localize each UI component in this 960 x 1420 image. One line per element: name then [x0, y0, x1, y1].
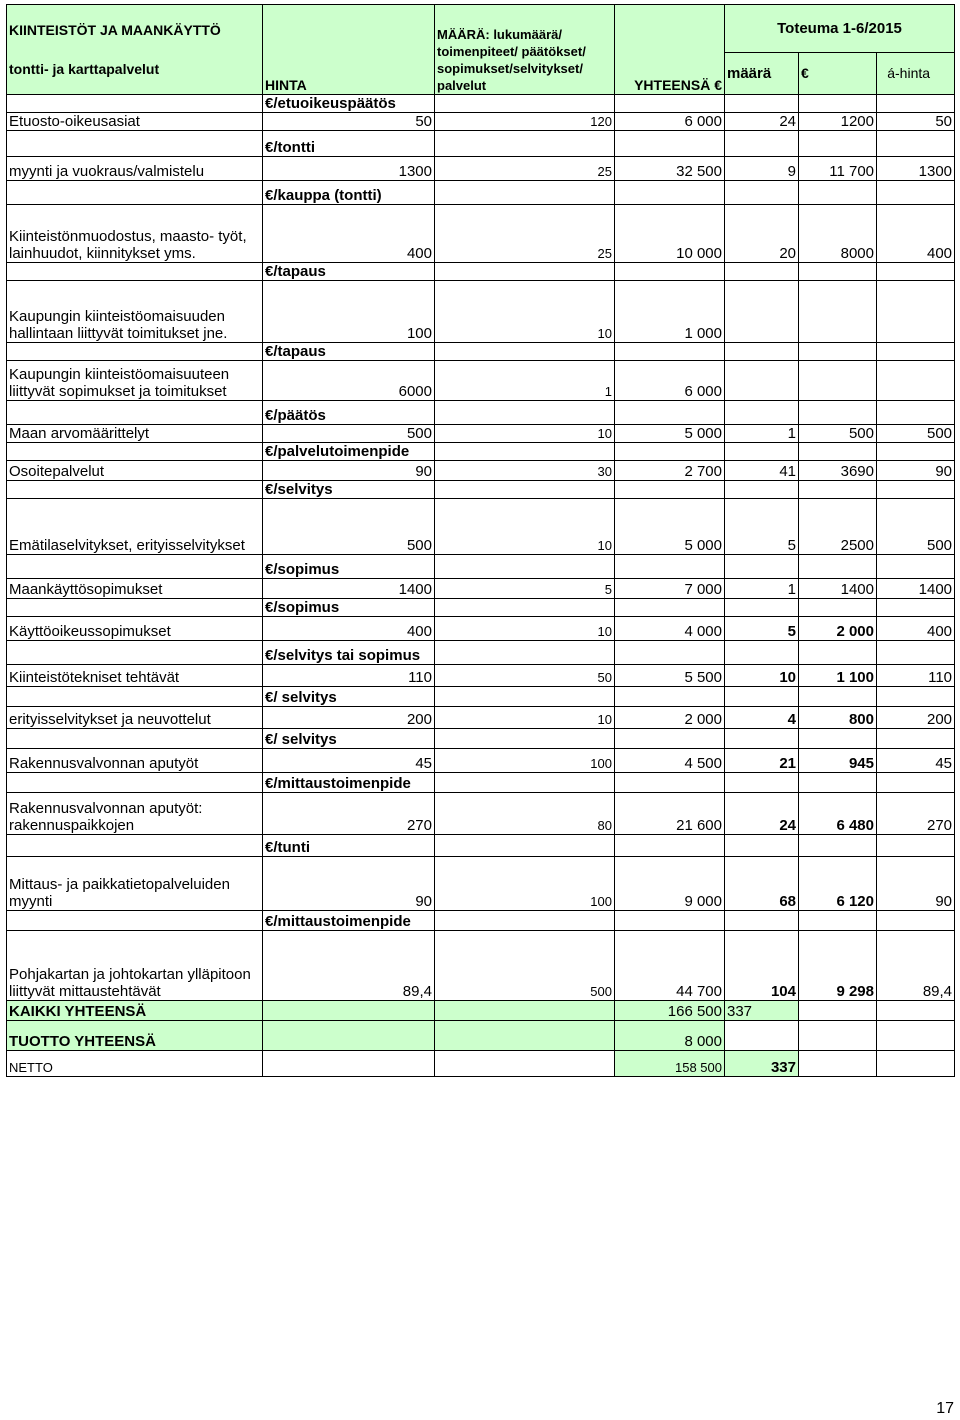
netto-label: NETTO: [7, 1051, 263, 1077]
hinta-cell: 500: [263, 499, 435, 555]
netto-yhteensa: 158 500: [615, 1051, 725, 1077]
hinta-cell: 90: [263, 461, 435, 481]
table-row: [7, 793, 955, 835]
yhteensa-cell: 2 700: [615, 461, 725, 481]
total-row: [7, 1001, 955, 1021]
hinta-cell: 90: [263, 857, 435, 911]
toteuma-maara-cell: 68: [725, 857, 799, 911]
toteuma-maara-cell: 5: [725, 499, 799, 555]
col-toteuma-maara-header: määrä: [725, 53, 799, 95]
unit-label: €/selvitys tai sopimus: [263, 641, 435, 665]
total-label: KAIKKI YHTEENSÄ: [7, 1001, 263, 1021]
toteuma-euro-cell: 2 000: [799, 617, 877, 641]
yhteensa-cell: 21 600: [615, 793, 725, 835]
unit-label: €/palvelutoimenpide: [263, 443, 435, 461]
hinta-cell: 200: [263, 707, 435, 729]
table-row: [7, 579, 955, 599]
hinta-cell: 100: [263, 281, 435, 343]
maara-cell: 30: [435, 461, 615, 481]
table-row: [7, 361, 955, 401]
a-hinta-cell: 1300: [877, 157, 955, 181]
tuotto-label: TUOTTO YHTEENSÄ: [7, 1021, 263, 1051]
toteuma-maara-cell: 41: [725, 461, 799, 481]
toteuma-euro-cell: 500: [799, 425, 877, 443]
a-hinta-cell: 45: [877, 749, 955, 773]
toteuma-euro-cell: 8000: [799, 205, 877, 263]
total-maara: 337: [725, 1001, 799, 1021]
unit-label: €/ selvitys: [263, 687, 435, 707]
unit-label: €/ selvitys: [263, 729, 435, 749]
toteuma-maara-cell: 1: [725, 579, 799, 599]
hinta-cell: 500: [263, 425, 435, 443]
hinta-cell: 89,4: [263, 931, 435, 1001]
maara-cell: 50: [435, 665, 615, 687]
maara-cell: 10: [435, 499, 615, 555]
yhteensa-cell: 10 000: [615, 205, 725, 263]
maara-cell: 80: [435, 793, 615, 835]
table-row: [7, 665, 955, 687]
unit-label: €/selvitys: [263, 481, 435, 499]
netto-maara: 337: [725, 1051, 799, 1077]
hinta-cell: 50: [263, 113, 435, 131]
unit-label: €/etuoikeuspäätös: [263, 95, 435, 113]
yhteensa-cell: 9 000: [615, 857, 725, 911]
row-name: Kaupungin kiinteistöomaisuuden hallintaan liittyvät toimitukset jne.: [7, 281, 263, 343]
table-row: [7, 931, 955, 1001]
toteuma-euro-cell: 9 298: [799, 931, 877, 1001]
tuotto-row: [7, 1021, 955, 1051]
toteuma-euro-cell: 11 700: [799, 157, 877, 181]
yhteensa-cell: 1 000: [615, 281, 725, 343]
table-row: [7, 281, 955, 343]
table-row: [7, 113, 955, 131]
header-title-cell: [7, 5, 263, 95]
toteuma-maara-cell: 24: [725, 793, 799, 835]
maara-cell: 10: [435, 425, 615, 443]
row-name: Rakennusvalvonnan aputyöt: rakennuspaikkojen: [7, 793, 263, 835]
toteuma-euro-cell: [799, 361, 877, 401]
yhteensa-cell: 6 000: [615, 361, 725, 401]
row-name: Pohjakartan ja johtokartan ylläpitoon liittyvät mittaustehtävät: [7, 931, 263, 1001]
yhteensa-cell: 5 000: [615, 425, 725, 443]
toteuma-maara-cell: 21: [725, 749, 799, 773]
a-hinta-cell: 400: [877, 205, 955, 263]
a-hinta-cell: 500: [877, 499, 955, 555]
row-name: erityisselvitykset ja neuvottelut: [7, 707, 263, 729]
row-name: Kaupungin kiinteistöomaisuuteen liittyvät sopimukset ja toimitukset: [7, 361, 263, 401]
toteuma-maara-cell: 10: [725, 665, 799, 687]
unit-label: €/mittaustoimenpide: [263, 773, 435, 793]
table-subtitle: tontti- ja karttapalvelut: [9, 60, 160, 77]
col-toteuma-euro-header: €: [799, 53, 877, 95]
table-title: KIINTEISTÖT JA MAANKÄYTTÖ: [9, 21, 221, 38]
toteuma-maara-cell: 1: [725, 425, 799, 443]
table-row: [7, 749, 955, 773]
a-hinta-cell: [877, 361, 955, 401]
yhteensa-cell: 5 000: [615, 499, 725, 555]
toteuma-euro-cell: 3690: [799, 461, 877, 481]
a-hinta-cell: 500: [877, 425, 955, 443]
maara-cell: 1: [435, 361, 615, 401]
row-name: Mittaus- ja paikkatietopalveluiden myynti: [7, 857, 263, 911]
yhteensa-cell: 4 000: [615, 617, 725, 641]
a-hinta-cell: 89,4: [877, 931, 955, 1001]
unit-label: €/tunti: [263, 835, 435, 857]
unit-label: €/tapaus: [263, 263, 435, 281]
unit-label: €/päätös: [263, 401, 435, 425]
yhteensa-cell: 7 000: [615, 579, 725, 599]
maara-cell: 25: [435, 157, 615, 181]
hinta-cell: 1300: [263, 157, 435, 181]
a-hinta-cell: 50: [877, 113, 955, 131]
toteuma-maara-cell: 104: [725, 931, 799, 1001]
unit-label: €/kauppa (tontti): [263, 181, 435, 205]
maara-cell: 10: [435, 281, 615, 343]
toteuma-header: Toteuma 1-6/2015: [725, 5, 955, 53]
maara-cell: 10: [435, 617, 615, 641]
toteuma-euro-cell: 1200: [799, 113, 877, 131]
toteuma-maara-cell: [725, 361, 799, 401]
table-row: [7, 707, 955, 729]
hinta-cell: 45: [263, 749, 435, 773]
toteuma-maara-cell: 4: [725, 707, 799, 729]
unit-label: €/sopimus: [263, 599, 435, 617]
a-hinta-cell: 270: [877, 793, 955, 835]
row-name: Kiinteistönmuodostus, maasto- työt, lainhuudot, kiinnitykset yms.: [7, 205, 263, 263]
row-name: Kiinteistötekniset tehtävät: [7, 665, 263, 687]
table-row: [7, 499, 955, 555]
hinta-cell: 6000: [263, 361, 435, 401]
cost-table: [6, 4, 955, 1077]
toteuma-maara-cell: 20: [725, 205, 799, 263]
unit-label: €/sopimus: [263, 555, 435, 579]
toteuma-euro-cell: 6 120: [799, 857, 877, 911]
a-hinta-cell: [877, 281, 955, 343]
table-row: [7, 857, 955, 911]
unit-label: €/tontti: [263, 131, 435, 157]
toteuma-maara-cell: 24: [725, 113, 799, 131]
row-name: Osoitepalvelut: [7, 461, 263, 481]
yhteensa-cell: 2 000: [615, 707, 725, 729]
maara-cell: 5: [435, 579, 615, 599]
yhteensa-cell: 32 500: [615, 157, 725, 181]
maara-cell: 25: [435, 205, 615, 263]
hinta-cell: 400: [263, 617, 435, 641]
maara-cell: 120: [435, 113, 615, 131]
unit-label: €/tapaus: [263, 343, 435, 361]
maara-cell: 100: [435, 857, 615, 911]
total-yhteensa: 166 500: [615, 1001, 725, 1021]
toteuma-maara-cell: [725, 281, 799, 343]
table-row: [7, 425, 955, 443]
yhteensa-cell: 6 000: [615, 113, 725, 131]
netto-row: [7, 1051, 955, 1077]
yhteensa-cell: 5 500: [615, 665, 725, 687]
row-name: Käyttöoikeussopimukset: [7, 617, 263, 641]
toteuma-euro-cell: [799, 281, 877, 343]
col-a-hinta-header: á-hinta: [877, 53, 955, 95]
col-maara-header: MÄÄRÄ: lukumäärä/ toimenpiteet/ päätökset/ sopimukset/selvitykset/ palvelut: [435, 5, 615, 95]
a-hinta-cell: 110: [877, 665, 955, 687]
toteuma-maara-cell: 9: [725, 157, 799, 181]
row-name: Etuosto-oikeusasiat: [7, 113, 263, 131]
hinta-cell: 1400: [263, 579, 435, 599]
table-row: [7, 157, 955, 181]
page-number: 17: [936, 1400, 954, 1417]
maara-cell: 100: [435, 749, 615, 773]
hinta-cell: 110: [263, 665, 435, 687]
tuotto-yhteensa: 8 000: [615, 1021, 725, 1051]
toteuma-euro-cell: 1400: [799, 579, 877, 599]
hinta-cell: 270: [263, 793, 435, 835]
col-hinta-header: HINTA: [263, 5, 435, 95]
row-name: Maan arvomäärittelyt: [7, 425, 263, 443]
row-name: myynti ja vuokraus/valmistelu: [7, 157, 263, 181]
a-hinta-cell: 90: [877, 857, 955, 911]
row-name: Rakennusvalvonnan aputyöt: [7, 749, 263, 773]
hinta-cell: 400: [263, 205, 435, 263]
toteuma-euro-cell: 945: [799, 749, 877, 773]
toteuma-maara-cell: 5: [725, 617, 799, 641]
maara-cell: 500: [435, 931, 615, 1001]
yhteensa-cell: 44 700: [615, 931, 725, 1001]
maara-cell: 10: [435, 707, 615, 729]
table-row: [7, 205, 955, 263]
toteuma-euro-cell: 6 480: [799, 793, 877, 835]
toteuma-euro-cell: 800: [799, 707, 877, 729]
table-row: [7, 461, 955, 481]
a-hinta-cell: 90: [877, 461, 955, 481]
table-row: [7, 617, 955, 641]
col-yhteensa-header: YHTEENSÄ €: [615, 5, 725, 95]
row-name: Emätilaselvitykset, erityisselvitykset: [7, 499, 263, 555]
toteuma-euro-cell: 1 100: [799, 665, 877, 687]
row-name: Maankäyttösopimukset: [7, 579, 263, 599]
a-hinta-cell: 1400: [877, 579, 955, 599]
a-hinta-cell: 400: [877, 617, 955, 641]
a-hinta-cell: 200: [877, 707, 955, 729]
toteuma-euro-cell: 2500: [799, 499, 877, 555]
yhteensa-cell: 4 500: [615, 749, 725, 773]
unit-label: €/mittaustoimenpide: [263, 911, 435, 931]
